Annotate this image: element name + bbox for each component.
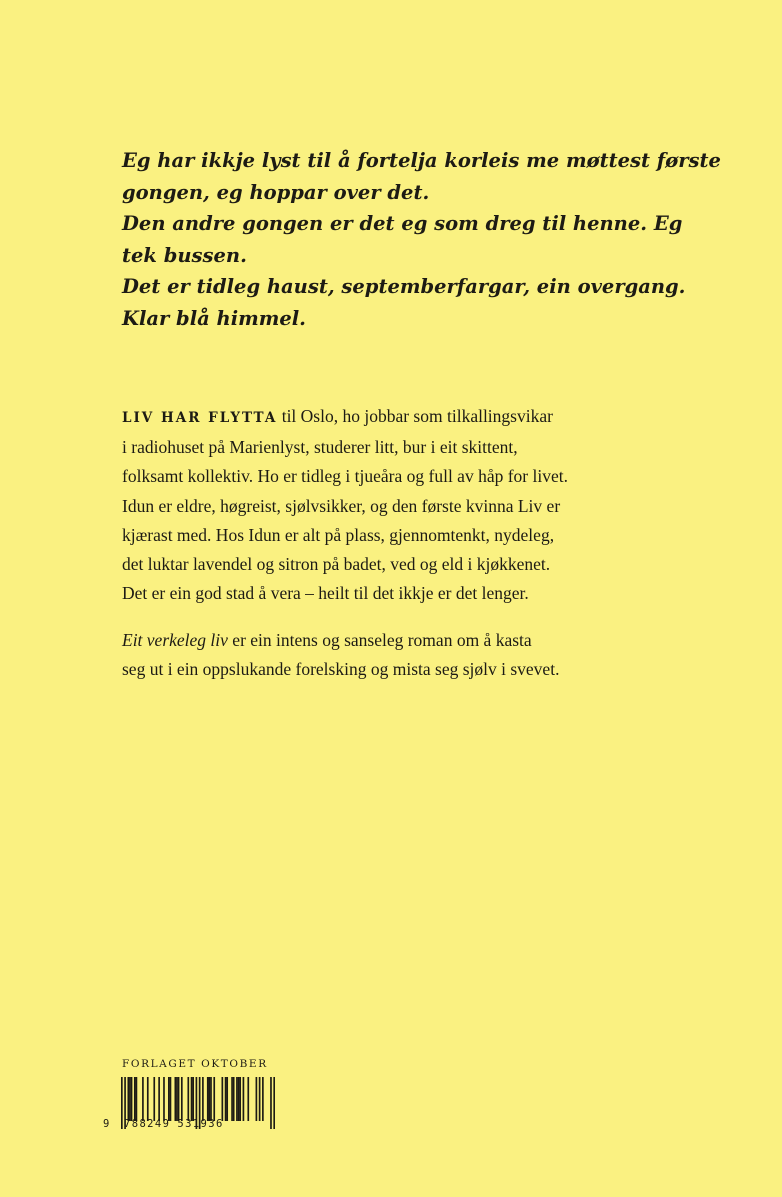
blurb-line: det luktar lavendel og sitron på badet, ved og eld i kjøkkenet.	[122, 554, 551, 575]
barcode-digit-group-1: 788249	[124, 1118, 171, 1130]
barcode-bar	[187, 1077, 189, 1121]
blurb-line: i radiohuset på Marienlyst, studerer litt, bur i eit skittent,	[122, 437, 518, 458]
barcode-bar	[142, 1077, 144, 1121]
barcode-bar	[176, 1077, 178, 1121]
blurb-line: seg ut i ein oppslukande forelsking og mista seg sjølv i svevet.	[122, 659, 560, 680]
barcode-bar	[210, 1077, 212, 1121]
blurb-paragraph-2	[122, 626, 682, 684]
barcode-bar	[134, 1077, 136, 1121]
barcode-bar	[158, 1077, 160, 1121]
barcode-bar	[170, 1077, 172, 1121]
epigraph-line: Den andre gongen er det eg som dreg til henne. Eg	[122, 212, 683, 235]
barcode-bar	[233, 1077, 235, 1121]
book-title: Eit verkeleg liv	[122, 630, 228, 650]
barcode-bar	[243, 1077, 245, 1121]
barcode-bar	[236, 1077, 238, 1121]
blurb-line: Det er ein god stad å vera – heilt til det ikkje er det lenger.	[122, 583, 529, 604]
blurb-lead-in: LIV HAR FLYTTA	[122, 410, 278, 426]
epigraph-line: tek bussen.	[122, 243, 247, 267]
barcode-digits	[103, 1118, 275, 1130]
barcode-bar	[207, 1077, 209, 1121]
barcode-bar	[222, 1077, 224, 1121]
barcode-first-digit: 9	[103, 1118, 110, 1130]
barcode-bar	[256, 1077, 258, 1121]
barcode-bar	[247, 1077, 249, 1121]
publisher-name: FORLAGET OKTOBER	[122, 1058, 268, 1070]
barcode-bar	[129, 1077, 131, 1121]
epigraph	[122, 145, 721, 334]
barcode-bar	[259, 1077, 261, 1121]
barcode-bar	[238, 1077, 240, 1121]
barcode-bar	[239, 1077, 241, 1121]
blurb-line	[122, 402, 682, 433]
barcode-bar	[202, 1077, 204, 1121]
blurb-line: kjærast med. Hos Idun er alt på plass, gjennomtenkt, nydeleg,	[122, 524, 555, 545]
barcode-bar	[262, 1077, 264, 1121]
blurb-paragraph-1	[122, 402, 682, 608]
epigraph-line: Eg har ikkje lyst til å fortelja korleis me møttest første	[122, 149, 721, 172]
barcode-bar	[147, 1077, 149, 1121]
barcode-bar	[209, 1077, 211, 1121]
barcode-bar	[131, 1077, 133, 1121]
blurb-line-rest: er ein intens og sanseleg roman om å kasta	[227, 630, 532, 650]
barcode-bar	[213, 1077, 215, 1121]
barcode-bar	[192, 1077, 194, 1121]
barcode-bar	[178, 1077, 180, 1121]
barcode-bar	[174, 1077, 176, 1121]
barcode-bar	[225, 1077, 227, 1121]
barcode-bar	[168, 1077, 170, 1121]
epigraph-line: Klar blå himmel.	[122, 306, 306, 330]
blurb-line: Idun er eldre, høgreist, sjølvsikker, og den første kvinna Liv er	[122, 495, 561, 516]
barcode-bar	[153, 1077, 155, 1121]
blurb-line: folksamt kollektiv. Ho er tidleg i tjueåra og full av håp for livet.	[122, 466, 568, 487]
isbn-barcode	[103, 1077, 275, 1132]
epigraph-line: gongen, eg hoppar over det.	[122, 180, 430, 204]
barcode-bar	[226, 1077, 228, 1121]
barcode-bar	[127, 1077, 129, 1121]
barcode-bar	[181, 1077, 183, 1121]
barcode-bar	[163, 1077, 165, 1121]
epigraph-line: Det er tidleg haust, septemberfargar, ein overgang.	[122, 275, 686, 298]
barcode-bar	[231, 1077, 233, 1121]
blurb-line-rest: til Oslo, ho jobbar som tilkallingsvikar	[277, 406, 553, 426]
blurb-line	[122, 626, 682, 655]
barcode-bar	[191, 1077, 193, 1121]
barcode-digit-group-2: 531936	[177, 1118, 224, 1130]
barcode-bar	[136, 1077, 138, 1121]
